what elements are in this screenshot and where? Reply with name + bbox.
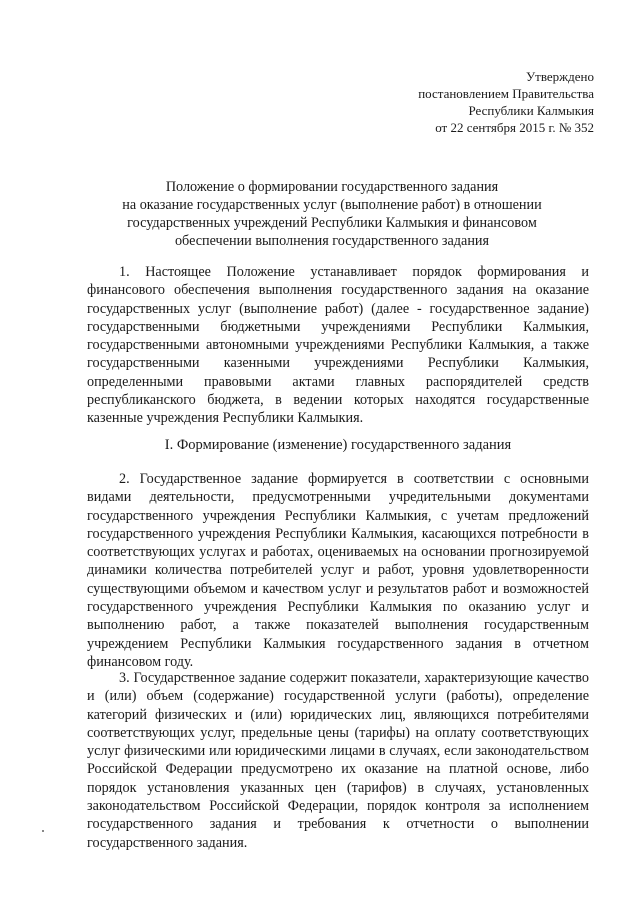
approval-line-4: от 22 сентября 2015 г. № 352 — [435, 120, 594, 135]
section-heading-1: I. Формирование (изменение) государственного задания — [164, 437, 512, 453]
paragraph-1: 1. Настоящее Положение устанавливает порядок формирования и финансового обеспечения выполнения государственного задания на оказание государственных услуг (выполнение работ) (далее - государственное задание) государственными бюджетными учреждениями Республики Калмыкия, государственными автономными учреждениями Республики Калмыкия, а также государственными казенными учреждениями Республики Калмыкия, определенными правовыми актами главных распорядителей средств республиканского бюджета, в ведении которых находятся государственные казенные учреждения Республики Калмыкия. — [87, 264, 589, 427]
scan-speck — [42, 830, 44, 832]
paragraph-3: 3. Государственное задание содержит показатели, характеризующие качество и (или) объем (содержание) государственной услуги (работы), определение категорий физических и (или) юридических лиц, являющихся потребителями соответствующих услуг, предельные цены (тарифы) на оплату соответствующих услуг физическими или юридическими лицами в случаях, если законодательством Российской Федерации предусмотрено их оказание на платной основе, либо порядок установления указанных цен (тарифов) в случаях, установленных законодательством Российской Федерации, порядок контроля за исполнением государственного задания и требования к отчетности о выполнении государственного задания. — [87, 670, 589, 851]
approval-line-1: Утверждено — [525, 69, 594, 84]
approval-line-3: Республики Калмыкия — [468, 103, 594, 118]
title-line-1: Положение о формировании государственного задания — [165, 179, 499, 195]
title-line-4: обеспечении выполнения государственного задания — [174, 233, 490, 249]
document-title — [90, 178, 574, 250]
approval-line-2: постановлением Правительства — [418, 86, 594, 101]
title-line-3: государственных учреждений Республики Калмыкия и финансовом — [127, 215, 537, 231]
approval-stamp — [418, 68, 594, 136]
paragraph-2: 2. Государственное задание формируется в соответствии с основными видами деятельности, предусмотренными учредительными документами государственного учреждения Республики Калмыкия, с учетам предложений государственного учреждения Республики Калмыкия, касающихся потребности в соответствующих услугах и работах, оцениваемых на основании прогнозируемой динамики количества потребителей услуг и работ, уровня удовлетворенности существующими объемом и качеством услуг и результатов работ и возможностей государственного учреждения Республики Калмыкия по оказанию услуг и выполнению работ, а также показателей выполнения государственным учреждением Республики Калмыкия государственного задания в отчетном финансовом году. — [87, 471, 589, 670]
title-line-2: на оказание государственных услуг (выполнение работ) в отношении — [122, 197, 542, 213]
